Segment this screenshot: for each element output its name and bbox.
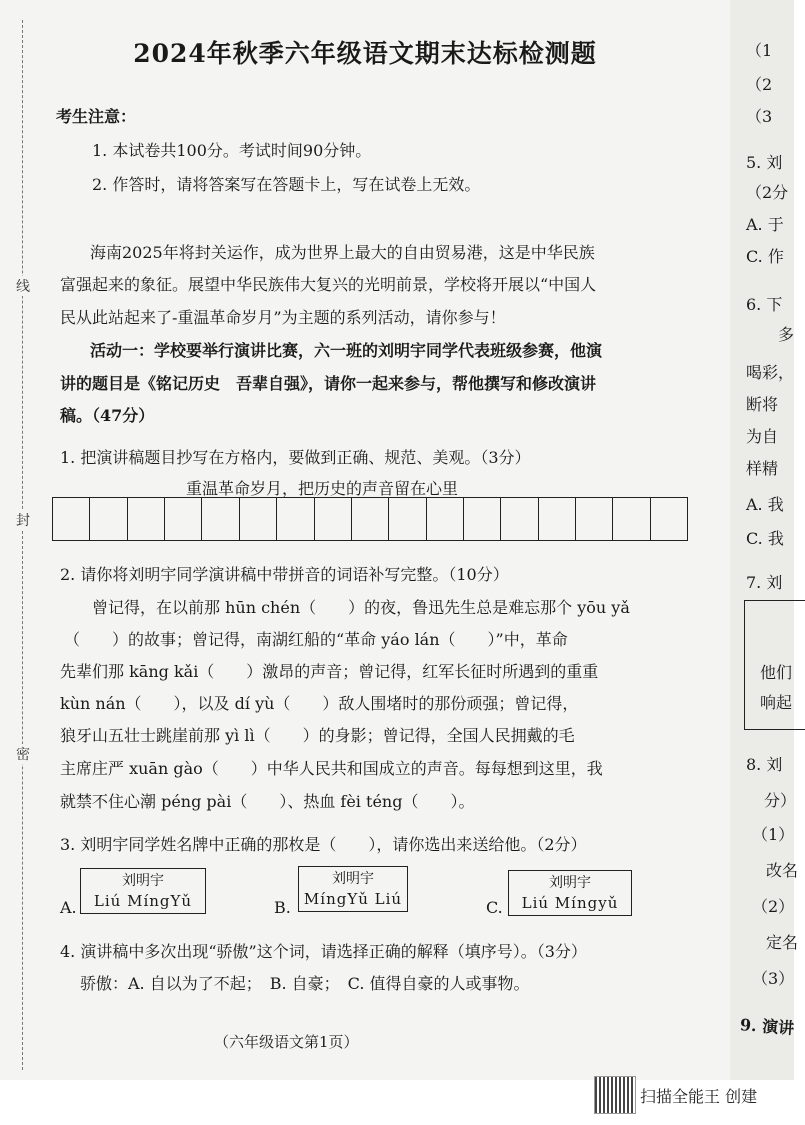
q4-definitions: 骄傲：A. 自以为了不起； B. 自豪； C. 值得自豪的人或事物。 xyxy=(80,974,530,993)
right-col-text: 分） xyxy=(764,791,797,810)
right-col-box xyxy=(744,600,805,730)
q1-writing-grid[interactable] xyxy=(52,497,688,541)
intro-line-1: 海南2025年将封关运作，成为世界上最大的自由贸易港，这是中华民族 xyxy=(90,243,595,262)
page-number: （六年级语文第1页） xyxy=(214,1033,359,1051)
q1-stem: 1. 把演讲稿题目抄写在方格内，要做到正确、规范、美观。（3分） xyxy=(60,448,531,467)
nameplate-pinyin: Liú Míngyǔ xyxy=(521,894,619,912)
right-col-text: 5. 刘 xyxy=(746,153,783,172)
right-col-text: 6. 下 xyxy=(746,295,783,314)
right-col-text: A. 于 xyxy=(746,215,784,234)
q2-line-2: （ ）的故事；曾记得，南湖红船的“革命 yáo lán（ ）”中，革命 xyxy=(64,630,568,649)
grid-cell[interactable] xyxy=(164,497,201,541)
margin-label-seal: 封 xyxy=(8,510,38,530)
grid-cell[interactable] xyxy=(650,497,688,541)
right-col-text: 8. 刘 xyxy=(746,755,783,774)
right-col-text: 为自 xyxy=(746,427,779,446)
right-col-text: 7. 刘 xyxy=(746,573,783,592)
right-col-text: （1） xyxy=(752,825,795,844)
grid-cell[interactable] xyxy=(388,497,425,541)
right-page-column xyxy=(730,0,799,1080)
grid-cell[interactable] xyxy=(276,497,313,541)
grid-cell[interactable] xyxy=(463,497,500,541)
nameplate-pinyin: MíngYǔ Liú xyxy=(303,890,403,908)
q2-line-6: 主席庄严 xuān gào（ ）中华人民共和国成立的声音。每每想到这里，我 xyxy=(60,759,603,778)
intro-line-3: 民从此站起来了-重温革命岁月”为主题的系列活动，请你参与！ xyxy=(60,308,506,327)
right-col-text: 9. 演讲 xyxy=(739,1015,795,1038)
q2-stem: 2. 请你将刘明宇同学演讲稿中带拼音的词语补写完整。（10分） xyxy=(60,565,509,584)
scanner-watermark: 扫描全能王 创建 xyxy=(640,1087,758,1106)
right-col-text: 喝彩， xyxy=(746,363,795,382)
notice-heading: 考生注意： xyxy=(56,107,137,126)
right-col-text: C. 我 xyxy=(746,529,784,548)
nameplate-pinyin: Liú MíngYǔ xyxy=(93,892,193,910)
right-col-text: （1 xyxy=(746,41,773,60)
q2-line-1: 曾记得，在以前那 hūn chén（ ）的夜，鲁迅先生总是难忘那个 yōu yǎ xyxy=(60,598,630,617)
right-col-text: 改名 xyxy=(766,861,799,880)
nameplate-name: 刘明宇 xyxy=(122,873,164,889)
right-col-text: （2 xyxy=(746,75,773,94)
q3-option-b-label[interactable]: B. xyxy=(274,898,291,917)
grid-cell[interactable] xyxy=(351,497,388,541)
q2-line-4: kùn nán（ ），以及 dí yù（ ）敌人围堵时的那份顽强；曾记得， xyxy=(60,694,579,713)
grid-cell[interactable] xyxy=(538,497,575,541)
q2-line-5: 狼牙山五壮士跳崖前那 yì lì（ ）的身影；曾记得，全国人民拥戴的毛 xyxy=(60,726,575,745)
right-col-text: （3 xyxy=(746,107,773,126)
notice-item-2: 2. 作答时，请将答案写在答题卡上，写在试卷上无效。 xyxy=(92,175,481,194)
grid-cell[interactable] xyxy=(127,497,164,541)
activity1-line-1: 活动一：学校要举行演讲比赛，六一班的刘明宇同学代表班级参赛，他演 xyxy=(90,341,603,360)
intro-line-2: 富强起来的象征。展望中华民族伟大复兴的光明前景，学校将开展以“中国人 xyxy=(60,275,597,294)
q3-option-a-nameplate[interactable] xyxy=(80,868,206,914)
grid-cell[interactable] xyxy=(52,497,89,541)
q3-option-a-label[interactable]: A. xyxy=(60,898,77,917)
right-col-text: （3） xyxy=(752,969,795,988)
activity1-line-3: 稿。（47分） xyxy=(60,406,155,425)
grid-cell[interactable] xyxy=(612,497,649,541)
grid-cell[interactable] xyxy=(500,497,537,541)
q3-stem: 3. 刘明宇同学姓名牌中正确的那枚是（ ），请你选出来送给他。（2分） xyxy=(60,835,587,854)
right-col-text: （2） xyxy=(752,897,795,916)
q3-option-c-label[interactable]: C. xyxy=(486,898,503,917)
grid-cell[interactable] xyxy=(575,497,612,541)
grid-cell[interactable] xyxy=(239,497,276,541)
q3-option-c-nameplate[interactable] xyxy=(508,870,632,916)
margin-label-secret: 密 xyxy=(8,744,38,764)
q2-line-7: 就禁不住心潮 péng pài（ ）、热血 fèi téng（ ）。 xyxy=(60,792,475,811)
qr-code-icon xyxy=(594,1076,636,1114)
right-col-text: 多 xyxy=(778,325,795,344)
notice-item-1: 1. 本试卷共100分。考试时间90分钟。 xyxy=(92,141,372,160)
right-col-text: 样精 xyxy=(746,459,779,478)
right-col-text: A. 我 xyxy=(746,495,784,514)
grid-cell[interactable] xyxy=(426,497,463,541)
q4-stem: 4. 演讲稿中多次出现“骄傲”这个词，请选择正确的解释（填序号）。（3分） xyxy=(60,942,587,961)
grid-cell[interactable] xyxy=(314,497,351,541)
right-col-text: （2分 xyxy=(746,183,789,202)
margin-label-line: 线 xyxy=(8,276,38,296)
q1-copy-text: 重温革命岁月，把历史的声音留在心里 xyxy=(186,479,459,498)
nameplate-name: 刘明宇 xyxy=(549,875,591,891)
activity1-line-2: 讲的题目是《铭记历史 吾辈自强》，请你一起来参与，帮他撰写和修改演讲 xyxy=(60,374,597,393)
binding-dashed-line xyxy=(22,20,23,1070)
q3-option-b-nameplate[interactable] xyxy=(298,866,408,912)
grid-cell[interactable] xyxy=(201,497,238,541)
right-col-text: 定名 xyxy=(766,933,799,952)
right-col-text: 他们 xyxy=(760,663,793,682)
exam-title: 2024年秋季六年级语文期末达标检测题 xyxy=(133,39,597,68)
right-col-text: 响起 xyxy=(760,693,793,712)
nameplate-name: 刘明宇 xyxy=(332,871,374,887)
q2-line-3: 先辈们那 kāng kǎi（ ）激昂的声音；曾记得，红军长征时所遇到的重重 xyxy=(60,662,599,681)
right-col-text: 断将 xyxy=(746,395,779,414)
right-col-text: C. 作 xyxy=(746,247,784,266)
grid-cell[interactable] xyxy=(89,497,126,541)
